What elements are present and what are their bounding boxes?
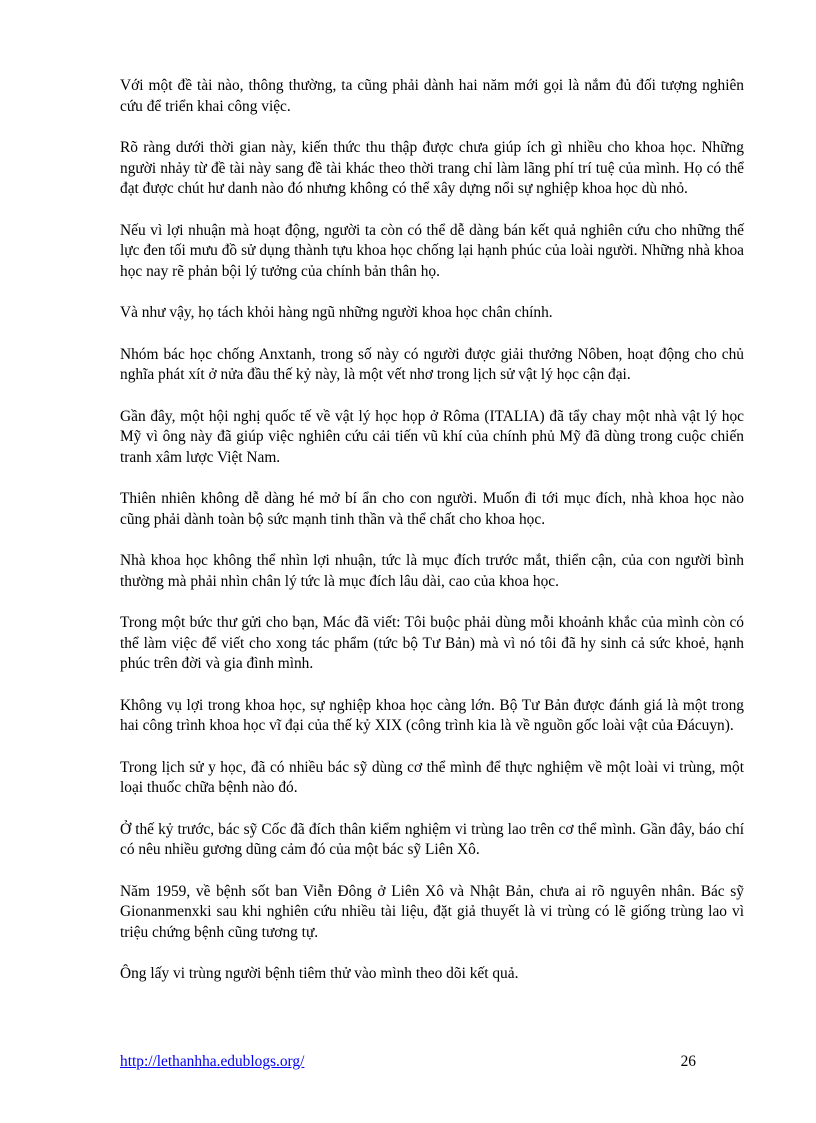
paragraph: Nếu vì lợi nhuận mà hoạt động, người ta còn có thể dễ dàng bán kết quả nghiên cứu cho những thế lực đen tối mưu đồ sử dụng thành tựu khoa học chống lại hạnh phúc của loài người. Những nhà khoa học nay rẽ phản bội lý tưởng của chính bản thân họ. <box>120 221 744 280</box>
paragraph: Không vụ lợi trong khoa học, sự nghiệp khoa học càng lớn. Bộ Tư Bản được đánh giá là một trong hai công trình khoa học vĩ đại của thế kỷ XIX (công trình kia là về nguồn gốc loài vật của Đácuyn). <box>120 696 744 734</box>
document-body <box>120 76 744 1006</box>
paragraph: Rõ ràng dưới thời gian này, kiến thức thu thập được chưa giúp ích gì nhiều cho khoa học. Những người nhảy từ đề tài này sang đề tài khác theo thời trang chỉ làm lãng phí trí tuệ của mình. Họ có thể đạt được chút hư danh nào đó nhưng không có thể xây dựng nổi sự nghiệp khoa học dù nhỏ. <box>120 139 744 197</box>
paragraph: Với một đề tài nào, thông thường, ta cũng phải dành hai năm mới gọi là nắm đủ đối tượng nghiên cứu để triển khai công việc. <box>120 77 744 115</box>
paragraph: Trong lịch sử y học, đã có nhiều bác sỹ dùng cơ thể mình để thực nghiệm về một loài vi trùng, một loại thuốc chữa bệnh nào đó. <box>120 758 744 796</box>
paragraph: Thiên nhiên không dễ dàng hé mở bí ẩn cho con người. Muốn đi tới mục đích, nhà khoa học nào cũng phải dành toàn bộ sức mạnh tinh thần và thể chất cho khoa học. <box>120 490 744 528</box>
paragraph: Ông lấy vi trùng người bệnh tiêm thử vào mình theo dõi kết quả. <box>120 965 519 982</box>
paragraph: Trong một bức thư gửi cho bạn, Mác đã viết: Tôi buộc phải dùng mỗi khoảnh khắc của mình còn có thể làm việc để viết cho xong tác phẩm (tức bộ Tư Bản) mà vì nó tôi đã hy sinh cả sức khoẻ, hạnh phúc trên đời và gia đình mình. <box>120 614 744 672</box>
paragraph: Nhóm bác học chống Anxtanh, trong số này có người được giải thưởng Nôben, hoạt động cho chủ nghĩa phát xít ở nửa đầu thế kỷ này, là một vết nhơ trong lịch sử vật lý học cận đại. <box>120 345 744 383</box>
paragraph: Nhà khoa học không thể nhìn lợi nhuận, tức là mục đích trước mắt, thiển cận, của con người bình thường mà phải nhìn chân lý tức là mục đích lâu dài, cao của khoa học. <box>120 552 744 590</box>
paragraph: Và như vậy, họ tách khỏi hàng ngũ những người khoa học chân chính. <box>120 304 553 321</box>
page-footer <box>120 1052 696 1072</box>
paragraph: Năm 1959, về bệnh sốt ban Viễn Đông ở Liên Xô và Nhật Bản, chưa ai rõ nguyên nhân. Bác sỹ Gionanmenxki sau khi nghiên cứu nhiều tài liệu, đặt giả thuyết là vi trùng có lẽ giống trùng lao vì triệu chứng bệnh cũng tương tự. <box>120 882 744 941</box>
page-number: 26 <box>680 1053 696 1070</box>
paragraph: Gần đây, một hội nghị quốc tế về vật lý học họp ở Rôma (ITALIA) đã tẩy chay một nhà vật lý học Mỹ vì ông này đã giúp việc nghiên cứu cải tiến vũ khí của chính phủ Mỹ đã dùng trong cuộc chiến tranh xâm lược Việt Nam. <box>120 407 744 466</box>
paragraph: Ở thế kỷ trước, bác sỹ Cốc đã đích thân kiểm nghiệm vi trùng lao trên cơ thể mình. Gần đây, báo chí có nêu nhiều gương dũng cảm đó của một bác sỹ Liên Xô. <box>120 820 744 858</box>
footer-link[interactable]: http://lethanhha.edublogs.org/ <box>120 1053 305 1070</box>
